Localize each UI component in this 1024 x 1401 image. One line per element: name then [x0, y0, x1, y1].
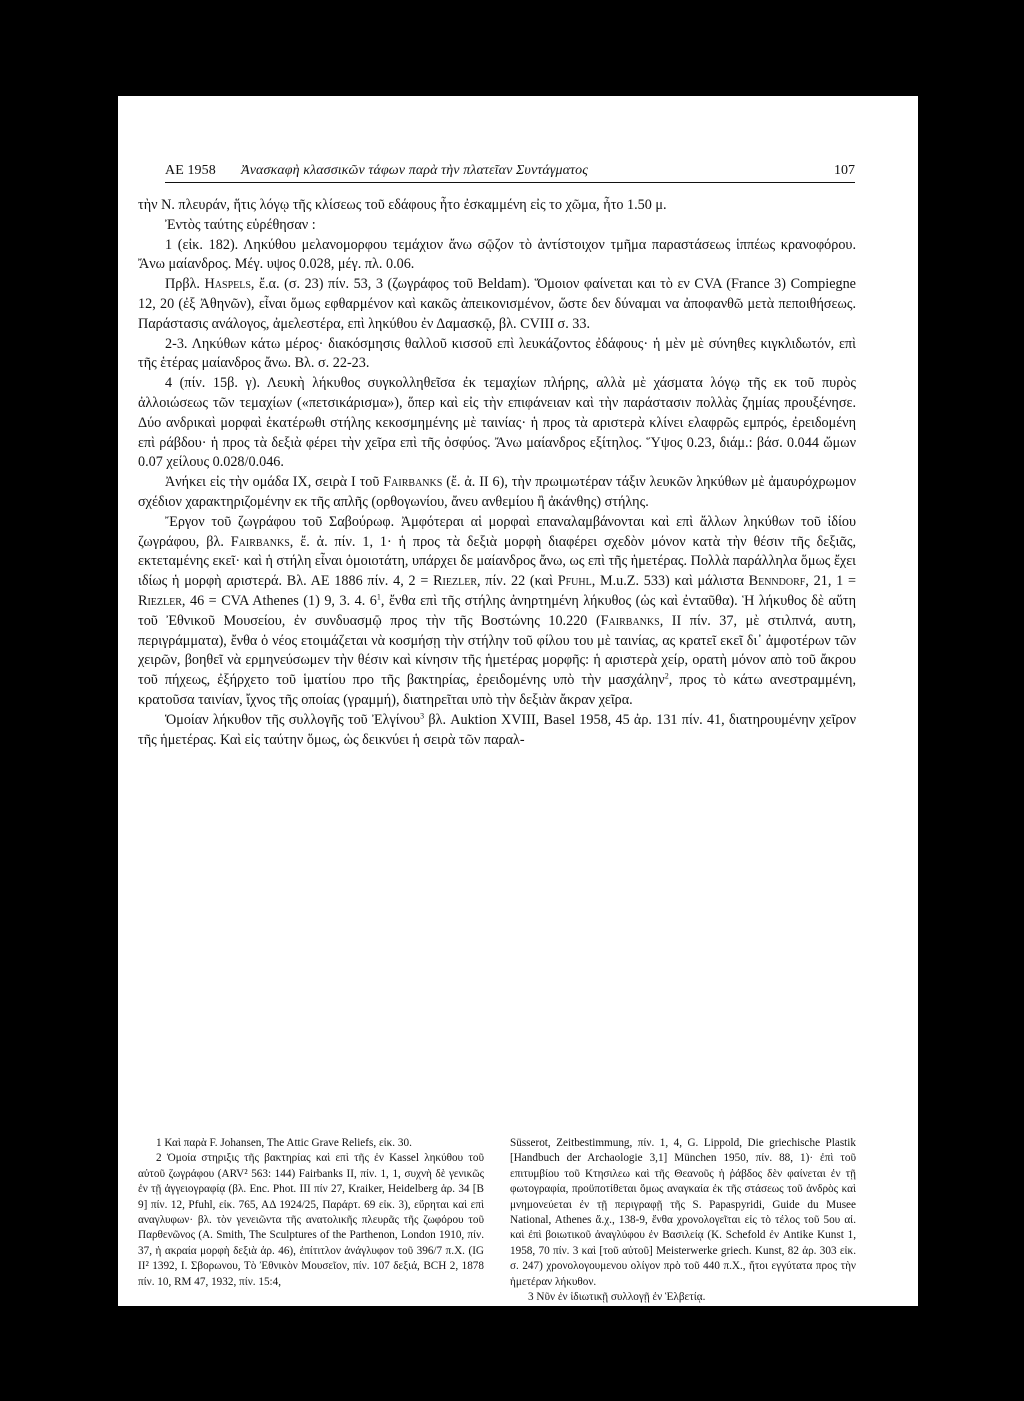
paragraph-8 [138, 513, 856, 711]
footnote-marker-3: 3 [420, 710, 425, 720]
header-left [165, 162, 588, 180]
footnote-2-continued: Süsserot, Zeitbestimmung, πίν. 1, 4, G. Lippold, Die griechische Plastik [Handbuch der Archaologie 3,1] München 1950, πίν. 88, 1)· ἐπὶ τοῦ επιτυμβίου τοῦ Κτησιλεω καὶ τῆς Θεανοῦς ἡ ῥάβδος δὲν φαίνεται ἐν τῇ φωτογραφία, προϋποτίθεται ὅμως αναγκαία ἐκ τῆς στάσεως τοῦ ἀνδρὸς καὶ μνημονεύεται ἐν τῇ περιγραφῇ τῆς S. Papaspyridi, Guide du Musee National, Athenes ἄ.χ., 138-9, ἔνθα χρονολογεῖται εἰς τὸ τέλος τοῦ 5ου αἰ. καὶ ἐπὶ βοιωτικοῦ ἀναγλύφου ἐν Βασιλείᾳ (K. Schefold ἐν Antike Kunst 1, 1958, 70 πίν. 3 καὶ [τοῦ αὐτοῦ] Meisterwerke griech. Kunst, 82 ἀρ. 303 εἰκ. σ. 247) χρονολογουμενου ολίγον πρὸ τοῦ 440 π.Χ., ἤτοι εγγύτατα προς τὴν ἡμετέραν λήκυθον. [510, 1137, 856, 1288]
paragraph-4 [138, 275, 856, 334]
footnote-marker-2: 2 [664, 671, 669, 681]
author-fairbanks: Fairbanks [383, 474, 443, 491]
paragraph-1: τὴν Ν. πλευράν, ἥτις λόγῳ τῆς κλίσεως τοῦ εδάφους ἦτο ἐσκαμμένη εἰς το χῶμα, ἦτο 1.50 μ. [138, 197, 667, 213]
page-number: 107 [834, 163, 855, 178]
p9-text-a: Ὁμοίαν λήκυθον τῆς συλλογῆς τοῦ Ἐλγίνου [165, 711, 421, 728]
document-page [118, 96, 918, 1306]
p8-text-c: , πίν. 22 (καὶ [477, 573, 558, 590]
footnote-marker-1: 1 [376, 592, 381, 602]
footnote-1: 1 Καὶ παρὰ F. Johansen, The Attic Grave Reliefs, εἰκ. 30. [156, 1137, 412, 1149]
footnotes-right-column [510, 1136, 856, 1305]
p7-text-b: (ἔ. ἀ. II 6), τὴν πρωιμωτέραν τάξιν λευκῶν ληκύθων μὲ ἀμαυρόχρωμον σχέδιον χαρακτηριζομένην εκ τῆς απλῆς (ορθογωνίου, ἄνευ ανθεμίου ἢ ἀκάνθης) στήλης. [138, 474, 856, 510]
p8-text-g: , ἔνθα επὶ τῆς στήλης ἀνηρτημένη λήκυθος (ὡς καὶ ἐνταῦθα). Ἡ λήκυθος δὲ αὕτη τοῦ Ἐθνικοῦ Μουσείου, ἐν συνδυασμῷ προς τὴν τῆς Βοστώνης 10.220 ( [138, 592, 856, 629]
p8-text-f: , 46 = CVA Athenes (1) 9, 3. 4. 6 [181, 592, 377, 609]
journal-label: ΑΕ 1958 [165, 163, 216, 178]
p4-text-a: Πρβλ. [165, 276, 205, 293]
author-fairbanks: Fairbanks [230, 533, 290, 550]
paragraph-6: 4 (πίν. 15β. γ). Λευκὴ λήκυθος συγκολληθεῖσα ἐκ τεμαχίων πλήρης, αλλὰ μὲ χάσματα λόγῳ τῆς εκ τοῦ πυρὸς ἀλλοιώσεως τῶν τεμαχίων («πετσικάρισμα»), ὅπερ καὶ εἰς τὴν επιφάνειαν καὶ τὴν παράστασιν πολλὰς ζημίας προυξένησε. Δύο ανδρικαὶ μορφαὶ ἑκατέρωθι στήλης κεκοσμημένης μὲ ταινίας· ἡ προς τὰ αριστερὰ κλίνει ελαφρῶς εμπρός, ἐρειδομένη επὶ ράβδου· ἡ προς τὰ δεξιὰ φέρει τὴν χεῖρα επὶ τῆς ὀσφύος. Ἄνω μαίανδρος εξίτηλος. Ὕψος 0.23, διάμ.: βάσ. 0.044 ὤμων 0.07 χείλους 0.028/0.046. [138, 375, 856, 471]
paragraph-2: Ἐντὸς ταύτης εὑρέθησαν : [165, 216, 316, 233]
p9-text-b: βλ. Auktion XVIII, Basel 1958, 45 ἀρ. 131 πίν. 41, διατηρουμένην χεῖρον τῆς ἡμετέρας. Καὶ εἰς ταύτην ὅμως, ὡς δεικνύει ἡ σειρὰ τῶν παραλ- [138, 711, 856, 748]
author-riezler: Riezler [433, 573, 477, 590]
running-header [165, 162, 855, 180]
paragraph-5: 2-3. Ληκύθων κάτω μέρος· διακόσμησις θαλλοῦ κισσοῦ επὶ λευκάζοντος ἐδάφους· ἡ μὲν μὲ σύνηθες κιγκλιδωτόν, επὶ τῆς ἑτέρας μαίανδρος ἄνω. Βλ. σ. 22-23. [138, 335, 856, 372]
paragraph-9 [138, 711, 856, 751]
paragraph-7 [138, 473, 856, 513]
p8-text-i: , προς τὸ κάτω ανεστραμμένη, κρατοῦσα ταινίαν, ἴχνος τῆς οποίας (γραμμή), διατηρεῖται υπὸ τὴν δεξιὰν ἄκραν χεῖρα. [138, 672, 856, 708]
main-text [138, 196, 856, 750]
footnote-3: 3 Νῦν ἐν ἰδιωτικῇ συλλογῇ ἐν Ἑλβετίᾳ. [528, 1291, 706, 1304]
p8-text-a: Ἔργον τοῦ ζωγράφου τοῦ Σαβούρωφ. Ἀμφότεραι αἱ μορφαὶ επαναλαμβάνονται καὶ επὶ ἄλλων ληκύθων τοῦ ἰδίου ζωγράφου, βλ. [138, 513, 856, 550]
footnote-2: 2 Ὁμοία στηριξις τῆς βακτηρίας καὶ επὶ τῆς ἐν Kassel ληκύθου τοῦ αὐτοῦ ζωγράφου (ARV² 563: 144) Fairbanks II, πίν. 1, 1, συχνὴ δὲ γενικῶς ἐν τῇ ἀγγειογραφίᾳ (βλ. Enc. Phot. III πίν 27, Kraiker, Heidelberg ἀρ. 34 [B 9] πίν. 12, Pfuhl, εἰκ. 765, ΑΔ 1924/25, Παράρτ. 69 εἰκ. 3), εὕρηται καὶ επὶ αναγλυφων· βλ. τὸν γενειῶντα τῆς ανατολικῆς πλευρᾶς τῆς ζωφόρου τοῦ Παρθενῶνος (A. Smith, The Sculptures of the Parthenon, London 1910, πίν. 37, ἡ ακραία μορφὴ δεξιὰ ἀρ. 46), ἐπίτιτλον ἀνάγλυφον τοῦ 396/7 π.Χ. (IG II² 1392, Ι. Σβορωνου, Τὸ Ἐθνικὸν Μουσεῖον, πίν. 107 δεξιά, BCH 2, 1878 πίν. 10, RM 47, 1932, πίν. 15:4, [138, 1152, 484, 1288]
p8-text-h: , II πίν. 37, μὲ στιλπνά, αυτη, περιγράμματα), ἔνθα ὁ νέος ετοιμάζεται νὰ κοσμήσῃ τὴν στήλην τοῦ φίλου του μὲ ταινίας, ας κρατεῖ εκεῖ δι᾽ ἀμφοτέρων τῶν χειρῶν, βοηθεῖ νὰ ερμηνεύσωμεν τὴν θέσιν καὶ κίνησιν τῆς ἡμετέρας μορφῆς: ἡ αριστερὰ χείρ, ορατὴ μόνον απὸ τοῦ ἄκρου τοῦ πήχεως, ἐξήρχετο τοῦ ἱματίου προ τῆς βακτηρίας, ἐρειδομένης υπὸ τὴν μασχάλην [138, 612, 856, 689]
author-haspels: Haspels [204, 276, 251, 293]
p4-text-b: , ἔ.α. (σ. 23) πίν. 53, 3 (ζωγράφος τοῦ Beldam). Ὅμοιον φαίνεται και τὸ εν CVA (France 3) Compiegne 12, 20 (ἐξ Ἀθηνῶν), εἶναι ὅμως εφθαρμένον καὶ κακῶς ἀπεικονισμένον, ὥστε δεν δύναμαι να ἀποφανθῶ μετὰ πεποιθήσεως. Παράστασις ανάλογος, ἀμελεστέρα, επὶ ληκύθου ἐν Δαμασκῷ, βλ. CVIII σ. 33. [138, 276, 856, 332]
p8-text-b: , ἔ. ἀ. πίν. 1, 1· ἡ προς τὰ δεξιὰ μορφὴ διαφέρει σχεδὸν μόνον κατὰ τὴν θέσιν τῆς δεξιᾶς, εκτεταμένης εκεῖ· καὶ ἡ στήλη εἶναι ὁμοιοτάτη, υπάρχει δε μαίανδρος ἄνω, ως επὶ τῆς ἡμετέρας. Πολλὰ παράλληλα ὅμως ἔχει ιδίως ἡ μορφὴ αριστερά. Βλ. ΑΕ 1886 πίν. 4, 2 = [138, 533, 856, 590]
p8-text-e: , 21, 1 = [805, 573, 856, 590]
p8-text-d: , M.u.Z. 533) καὶ μάλιστα [591, 573, 749, 590]
author-benndorf: Benndorf [748, 573, 806, 590]
header-rule [165, 182, 855, 183]
author-riezler: Riezler [138, 592, 182, 609]
article-title: Ἀνασκαφὴ κλασσικῶν τάφων παρὰ τὴν πλατεῖαν Συντάγματος [241, 163, 589, 178]
paragraph-3: 1 (εἰκ. 182). Ληκύθου μελανομορφου τεμάχιον ἄνω σῷζον τὸ ἀντίστοιχον τμῆμα παραστάσεως ἱππέως κρανοφόρου. Ἄνω μαίανδρος. Μέγ. υψος 0.028, μέγ. πλ. 0.06. [138, 236, 856, 273]
author-pfuhl: Pfuhl [557, 573, 592, 590]
p7-text-a: Ἀνήκει εἰς τὴν ομάδα IX, σειρὰ I τοῦ [165, 474, 384, 491]
author-fairbanks: Fairbanks [600, 612, 660, 629]
footnotes-left-column [138, 1136, 484, 1290]
